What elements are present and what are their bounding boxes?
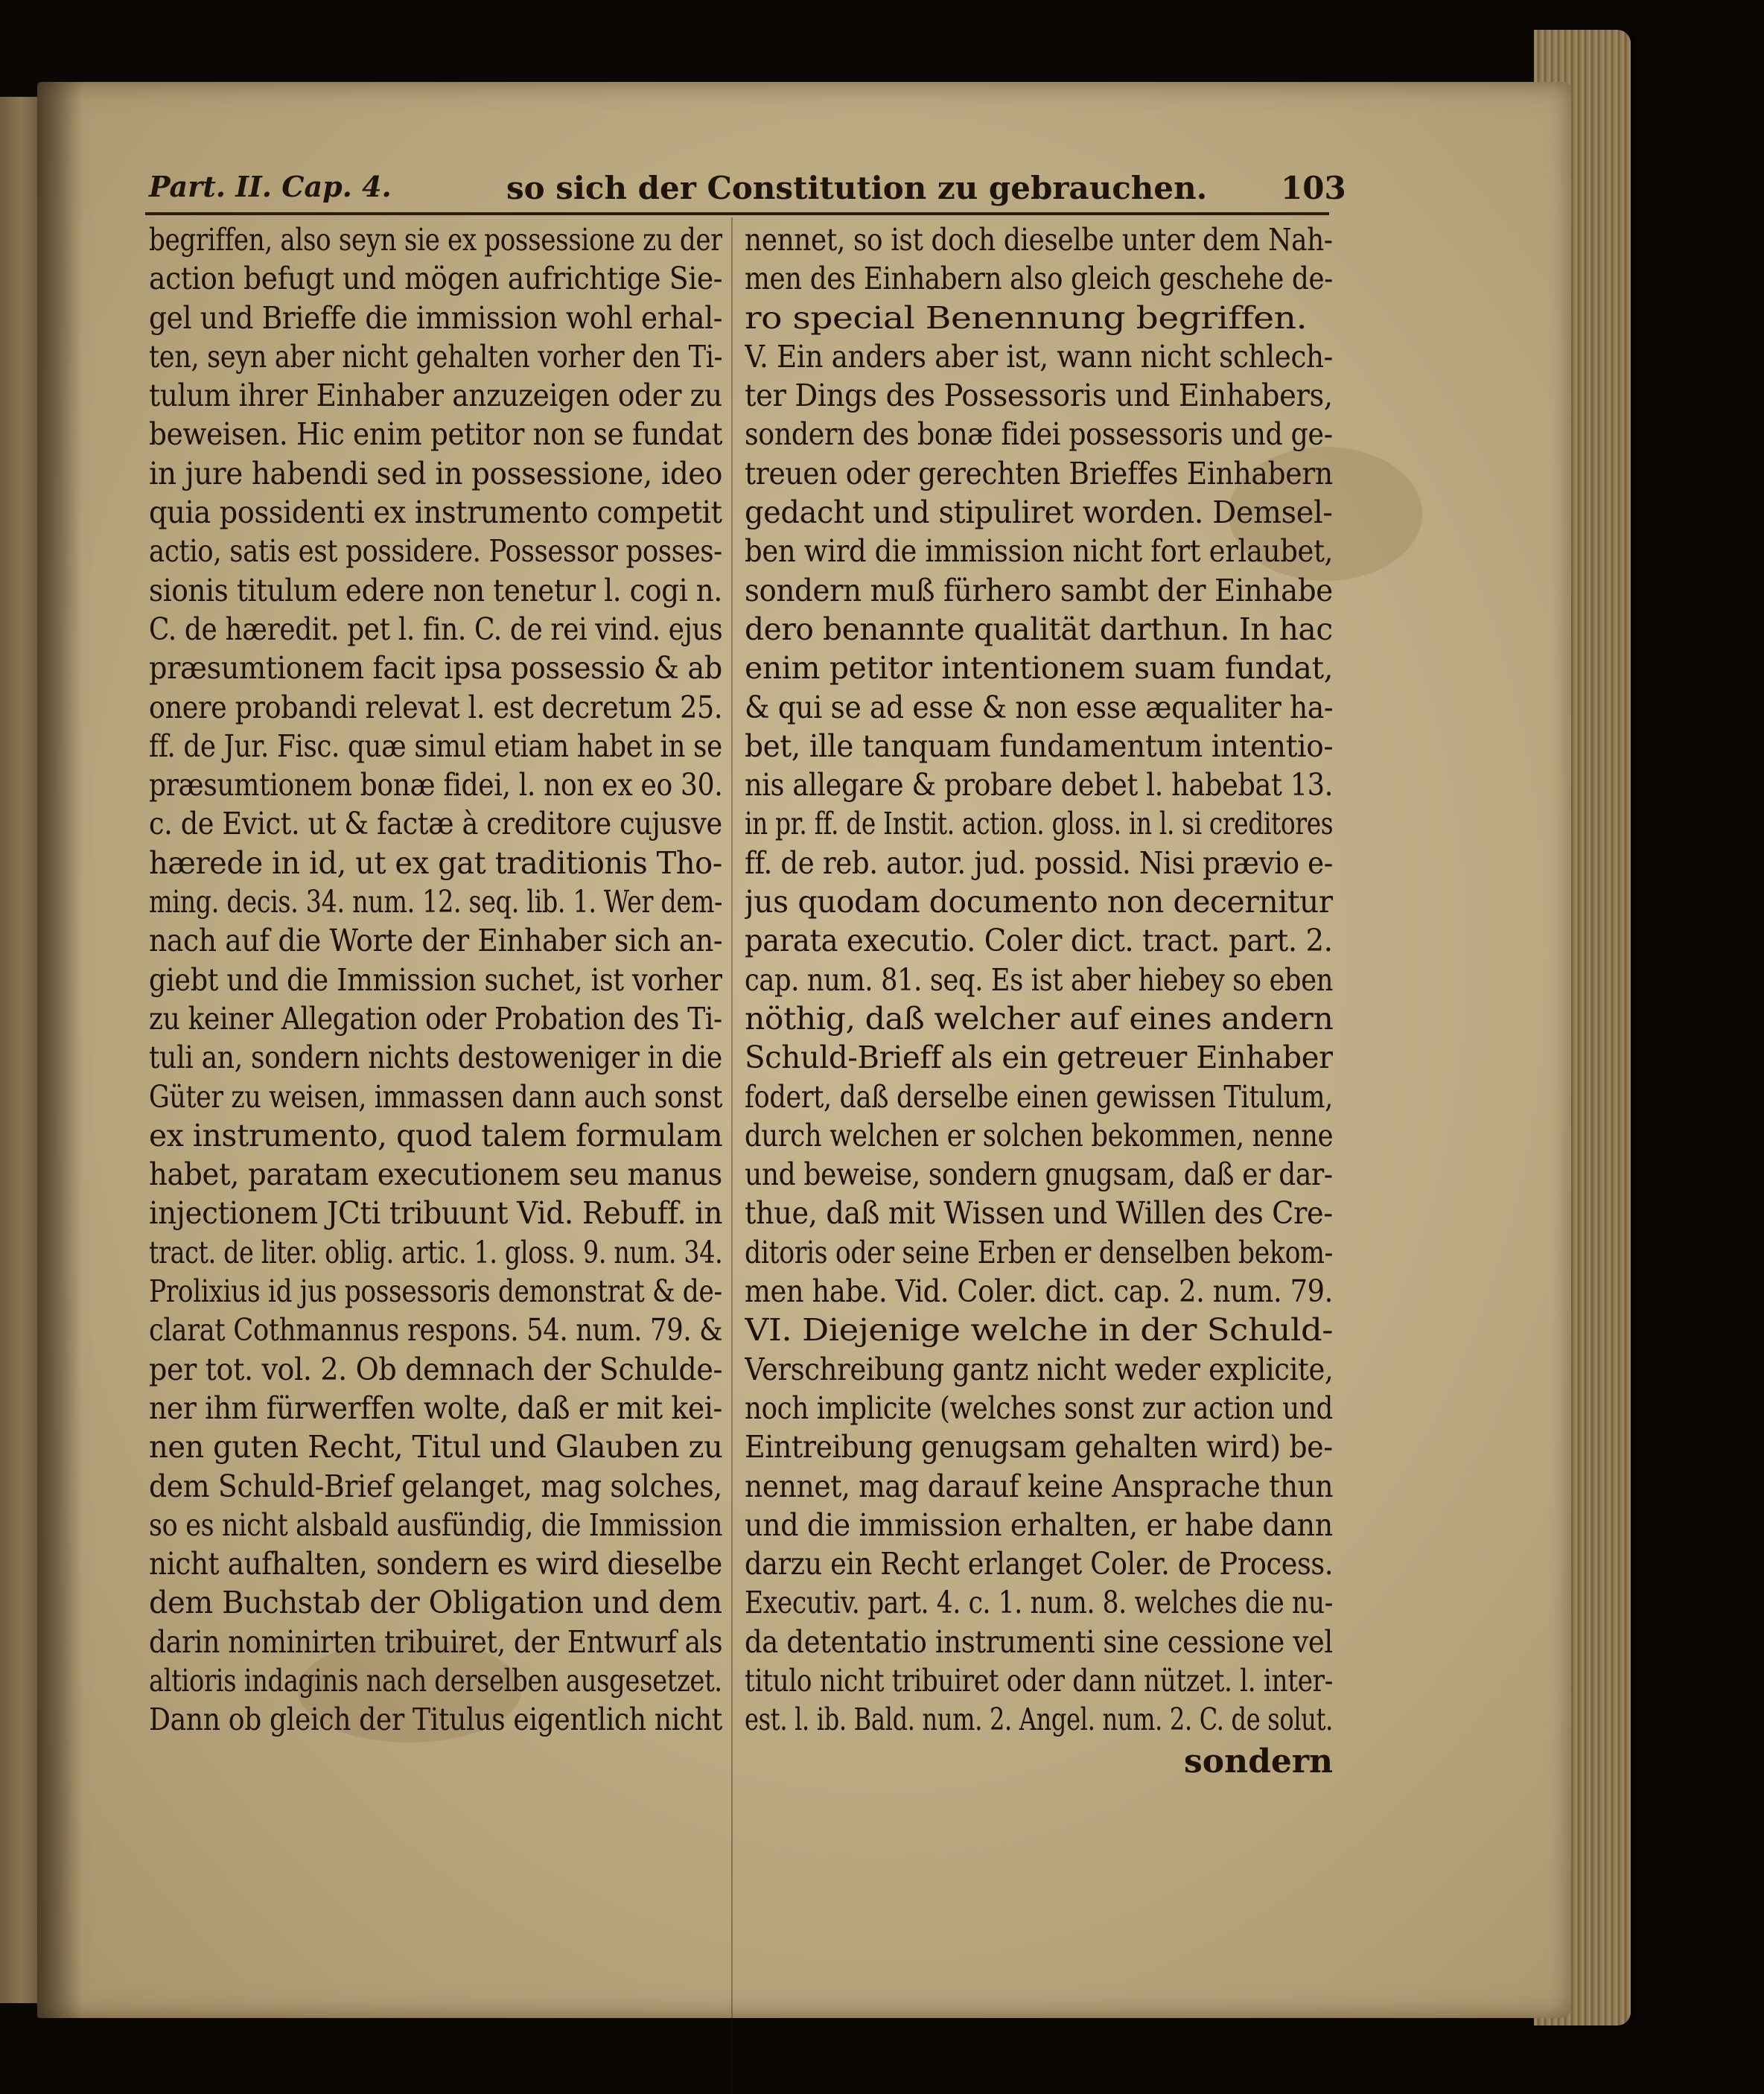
- left-column: [149, 220, 722, 1740]
- text-line: darzu ein Recht erlanget Coler. de Process.: [745, 1546, 1333, 1582]
- text-line: ditoris oder seine Erben er denselben bekom-: [745, 1234, 1333, 1270]
- text-line: habet, paratam executionem seu manus: [149, 1156, 722, 1193]
- text-line: sionis titulum edere non tenetur l. cogi n.: [149, 572, 722, 608]
- text-line: Prolixius id jus possessoris demonstrat & de-: [149, 1273, 722, 1310]
- text-line: Executiv. part. 4. c. 1. num. 8. welches die nu-: [745, 1585, 1333, 1621]
- text-line: treuen oder gerechten Brieffes Einhabern: [745, 455, 1333, 491]
- text-line: tuli an, sondern nichts destoweniger in die: [149, 1040, 722, 1076]
- text-line: Güter zu weisen, immassen dann auch sonst: [149, 1078, 722, 1115]
- text-line: men des Einhabern also gleich geschehe de-: [745, 261, 1333, 297]
- text-line: thue, daß mit Wissen und Willen des Cre-: [745, 1195, 1333, 1232]
- text-line: c. de Evict. ut & factæ à creditore cujusve: [149, 806, 722, 842]
- text-line: fodert, daß derselbe einen gewissen Titulum,: [745, 1078, 1333, 1115]
- text-line: Eintreibung genugsam gehalten wird) be-: [745, 1429, 1333, 1466]
- text-line: giebt und die Immission suchet, ist vorher: [149, 961, 722, 998]
- text-line: dem Buchstab der Obligation und dem: [149, 1585, 722, 1621]
- page-number: 103: [1281, 170, 1346, 206]
- text-line: C. de hæredit. pet l. fin. C. de rei vind. ejus: [149, 611, 722, 647]
- text-line: tulum ihrer Einhaber anzuzeigen oder zu: [149, 378, 722, 414]
- text-line: noch implicite (welches sonst zur action und: [745, 1390, 1333, 1426]
- gutter-shadow: [37, 82, 82, 2018]
- text-line: men habe. Vid. Coler. dict. cap. 2. num. 79.: [745, 1273, 1333, 1310]
- text-line: ro special Benennung begriffen.: [745, 299, 1308, 336]
- text-line: begriffen, also seyn sie ex possessione zu der: [149, 222, 722, 258]
- header-title: so sich der Constitution zu gebrauchen.: [506, 170, 1208, 206]
- text-line: hærede in id, ut ex gat traditionis Tho-: [149, 844, 722, 881]
- text-line: est. l. ib. Bald. num. 2. Angel. num. 2. C. de solut.: [745, 1702, 1333, 1738]
- text-line: nen guten Recht, Titul und Glauben zu: [149, 1429, 722, 1466]
- text-line: und die immission erhalten, er habe dann: [745, 1506, 1333, 1543]
- text-line: nicht aufhalten, sondern es wird dieselbe: [149, 1546, 722, 1582]
- text-line: ben wird die immission nicht fort erlaubet,: [745, 533, 1333, 570]
- text-line: titulo nicht tribuiret oder dann nützet. l. inter-: [745, 1662, 1333, 1699]
- text-line: tract. de liter. oblig. artic. 1. gloss. 9. num. 34.: [149, 1234, 722, 1270]
- text-line: dem Schuld-Brief gelanget, mag solches,: [149, 1468, 722, 1504]
- text-line: actio, satis est possidere. Possessor posses-: [149, 533, 722, 570]
- text-line: und beweise, sondern gnugsam, daß er dar-: [745, 1156, 1333, 1193]
- right-column: [745, 220, 1333, 1740]
- text-line: so es nicht alsbald ausfündig, die Immission: [149, 1506, 722, 1543]
- text-line: per tot. vol. 2. Ob demnach der Schulde-: [149, 1351, 722, 1387]
- text-line: zu keiner Allegation oder Probation des Ti-: [149, 1000, 722, 1037]
- text-line: nis allegare & probare debet l. habebat 13.: [745, 767, 1333, 803]
- column-divider: [731, 217, 733, 2094]
- text-line: da detentatio instrumenti sine cessione vel: [745, 1623, 1333, 1660]
- text-line: gel und Brieffe die immission wohl erhal-: [149, 299, 722, 336]
- text-line: cap. num. 81. seq. Es ist aber hiebey so eben: [745, 961, 1333, 998]
- text-line: ff. de Jur. Fisc. quæ simul etiam habet in se: [149, 728, 722, 764]
- text-line: ff. de reb. autor. jud. possid. Nisi prævio e-: [745, 844, 1333, 881]
- text-line: jus quodam documento non decernitur: [745, 884, 1333, 920]
- text-line: bet, ille tanquam fundamentum intentio-: [745, 728, 1333, 764]
- text-line: ten, seyn aber nicht gehalten vorher den Ti-: [149, 338, 722, 375]
- running-header: [149, 170, 1346, 214]
- text-line: beweisen. Hic enim petitor non se fundat: [149, 416, 722, 453]
- text-line: ex instrumento, quod talem formulam: [149, 1117, 722, 1153]
- text-line: Dann ob gleich der Titulus eigentlich nicht: [149, 1702, 722, 1738]
- text-line: quia possidenti ex instrumento competit: [149, 494, 722, 531]
- text-line: in jure habendi sed in possessione, ideo: [149, 455, 722, 491]
- text-line: in pr. ff. de Instit. action. gloss. in l. si creditores: [745, 806, 1333, 842]
- text-line: sondern des bonæ fidei possessoris und ge-: [745, 416, 1333, 453]
- text-line: præsumtionem facit ipsa possessio & ab: [149, 650, 722, 687]
- text-line: gedacht und stipuliret worden. Demsel-: [745, 494, 1333, 531]
- text-line: præsumtionem bonæ fidei, l. non ex eo 30.: [149, 767, 722, 803]
- text-line: & qui se ad esse & non esse æqualiter ha-: [745, 689, 1333, 725]
- text-line: dero benannte qualität darthun. In hac: [745, 611, 1333, 647]
- text-line: ter Dings des Possessoris und Einhabers,: [745, 378, 1333, 414]
- text-line: sondern muß fürhero sambt der Einhabe: [745, 572, 1333, 608]
- text-line: darin nominirten tribuiret, der Entwurf als: [149, 1623, 722, 1660]
- header-part-chapter: Part. II. Cap. 4.: [149, 170, 392, 203]
- text-line: clarat Cothmannus respons. 54. num. 79. &: [149, 1312, 722, 1349]
- text-line: nöthig, daß welcher auf eines andern: [745, 1000, 1333, 1037]
- text-line: nennet, so ist doch dieselbe unter dem Nah-: [745, 222, 1333, 258]
- text-line: Schuld-Brieff als ein getreuer Einhaber: [745, 1040, 1333, 1076]
- text-line: nennet, mag darauf keine Ansprache thun: [745, 1468, 1333, 1504]
- header-rule: [145, 212, 1329, 215]
- text-line: parata executio. Coler dict. tract. part. 2.: [745, 923, 1333, 959]
- text-line: durch welchen er solchen bekommen, nenne: [745, 1117, 1333, 1153]
- text-line: onere probandi relevat l. est decretum 25.: [149, 689, 722, 725]
- text-line: ming. decis. 34. num. 12. seq. lib. 1. Wer dem-: [149, 884, 722, 920]
- catchword: sondern: [1183, 1743, 1333, 1780]
- text-line: V. Ein anders aber ist, wann nicht schlech-: [745, 338, 1333, 375]
- text-line: ner ihm fürwerffen wolte, daß er mit kei-: [149, 1390, 722, 1426]
- text-line: nach auf die Worte der Einhaber sich an-: [149, 923, 722, 959]
- text-line: Verschreibung gantz nicht weder explicite,: [745, 1351, 1333, 1387]
- text-line: VI. Diejenige welche in der Schuld-: [745, 1312, 1333, 1349]
- text-line: enim petitor intentionem suam fundat,: [745, 650, 1333, 687]
- text-line: action befugt und mögen aufrichtige Sie-: [149, 261, 722, 297]
- text-line: injectionem JCti tribuunt Vid. Rebuff. in: [149, 1195, 722, 1232]
- text-line: altioris indaginis nach derselben ausgesetzet.: [149, 1662, 722, 1699]
